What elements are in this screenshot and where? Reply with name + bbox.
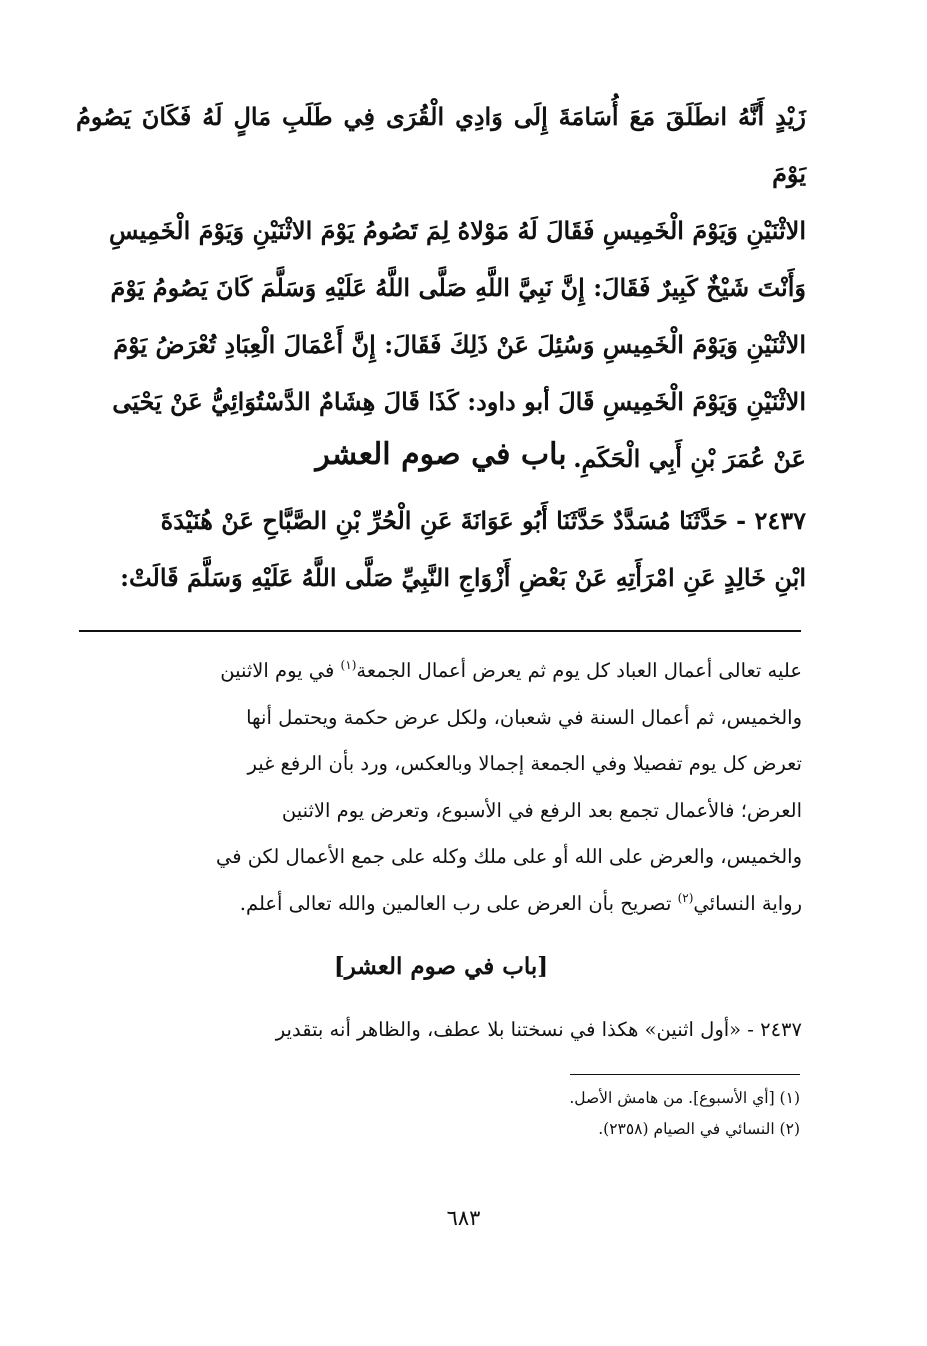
hadith-block xyxy=(76,492,806,606)
text-line: وَأَنْتَ شَيْخٌ كَبِيرٌ فَقَالَ: إِنَّ نَبِيَّ اللَّهِ صَلَّى اللَّهُ عَلَيْهِ وَسَلَّمَ كَانَ يَصُومُ يَوْمَ xyxy=(110,273,806,302)
hadith-line-text: - حَدَّثَنَا مُسَدَّدٌ حَدَّثَنَا أَبُو عَوَانَةَ عَنِ الْحُرِّ بْنِ الصَّبَّاحِ عَنْ هُنَيْدَةَ xyxy=(160,506,747,535)
text-line: عَنْ عُمَرَ بْنِ أَبِي الْحَكَمِ. xyxy=(573,444,806,473)
footnote-marker: (١) xyxy=(340,658,357,672)
text-line: الاثْنَيْنِ وَيَوْمَ الْخَمِيسِ فَقَالَ لَهُ مَوْلاهُ لِمَ تَصُومُ يَوْمَ الاثْنَيْنِ وَيَوْمَ الْخَمِيسِ xyxy=(109,216,806,245)
footnotes xyxy=(80,1083,800,1145)
commentary-note: ٢٤٣٧ - «أول اثنين» هكذا في نسختنا بلا عطف، والظاهر أنه بتقدير xyxy=(275,1018,802,1041)
text-line: الاثْنَيْنِ وَيَوْمَ الْخَمِيسِ قَالَ أبو داود: كَذَا قَالَ هِشَامٌ الدَّسْتُوَائِيُّ عَنْ يَحْيَى xyxy=(112,387,806,416)
footnote: (١) [أي الأسبوع]. من هامش الأصل. xyxy=(569,1089,800,1107)
page-number: ٦٨٣ xyxy=(446,1206,481,1230)
commentary-line: والخميس، والعرض على الله أو على ملك وكله على جمع الأعمال لكن في xyxy=(215,845,802,868)
commentary-line: والخميس، ثم أعمال السنة في شعبان، ولكل عرض حكمة ويحتمل أنها xyxy=(246,705,802,729)
commentary-block xyxy=(80,648,802,927)
footnote-marker: (٢) xyxy=(677,890,694,905)
footnote-divider xyxy=(570,1074,800,1075)
footnote: (٢) النسائي في الصيام (٢٣٥٨). xyxy=(598,1120,800,1138)
commentary-line: عليه تعالى أعمال العباد كل يوم ثم يعرض أعمال الجمعة$^{(١)}$ في يوم الاثنين xyxy=(220,658,802,682)
commentary-heading: [باب في صوم العشر] xyxy=(333,953,549,980)
commentary-line: العرض؛ فالأعمال تجمع بعد الرفع في الأسبوع، وتعرض يوم الاثنين xyxy=(281,798,802,822)
hadith-line xyxy=(76,492,806,549)
commentary-divider xyxy=(79,630,801,632)
text-line: الاثْنَيْنِ وَيَوْمَ الْخَمِيسِ وَسُئِلَ عَنْ ذَلِكَ فَقَالَ: إِنَّ أَعْمَالَ الْعِبَادِ تُعْرَضُ يَوْمَ xyxy=(113,330,806,359)
chapter-heading: باب في صوم العشر xyxy=(315,437,567,472)
hadith-number: ٢٤٣٧ xyxy=(754,506,806,535)
hadith-line: ابْنِ خَالِدٍ عَنِ امْرَأَتِهِ عَنْ بَعْضِ أَزْوَاجِ النَّبِيِّ صَلَّى اللَّهُ عَلَيْهِ وَسَلَّمَ قَالَتْ: xyxy=(120,563,806,592)
text-line: زَيْدٍ أَنَّهُ انطَلَقَ مَعَ أُسَامَةَ إِلَى وَادِي الْقُرَى فِي طَلَبِ مَالٍ لَهُ فَكَانَ يَصُومُ يَوْمَ xyxy=(76,102,806,188)
commentary-line: تعرض كل يوم تفصيلا وفي الجمعة إجمالا وبالعكس، ورد بأن الرفع غير xyxy=(247,752,802,775)
commentary-line: رواية النسائي$^{(٢)}$ تصريح بأن العرض على رب العالمين والله تعالى أعلم. xyxy=(239,890,802,915)
